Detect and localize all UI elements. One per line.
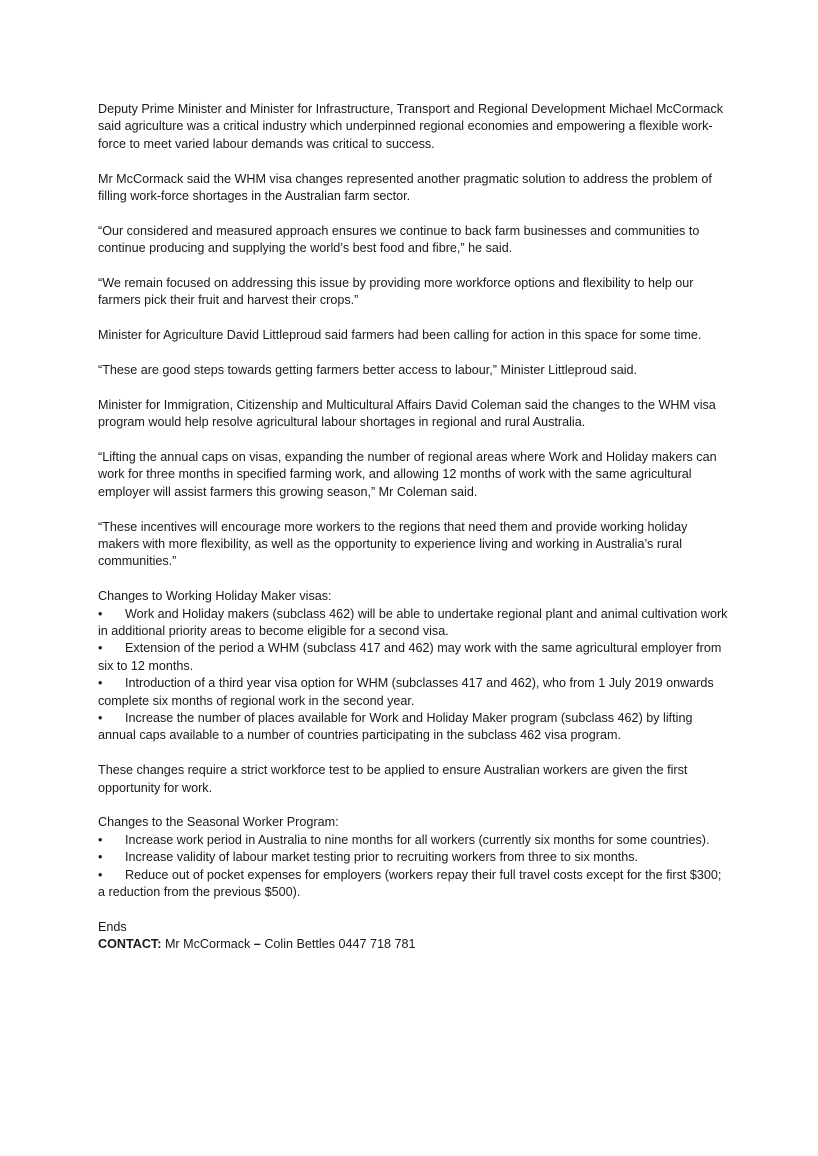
paragraph-coleman-quote-2: “These incentives will encourage more workers to the regions that need them and provide working holiday makers with more flexibility, as well as the opportunity to experience living and working in Australia’s rural communities.” (98, 519, 688, 569)
bullet-icon: • (98, 832, 103, 847)
list-item-text: Reduce out of pocket expenses for employers (workers repay their full travel costs except for the first $300; a reduction from the previous $500). (98, 867, 722, 900)
swp-changes-heading: Changes to the Seasonal Worker Program: (98, 815, 339, 830)
press-release-page (98, 101, 728, 954)
ends-marker: Ends (98, 919, 127, 934)
swp-changes-list (98, 832, 728, 902)
bullet-icon: • (98, 676, 103, 691)
whm-changes-heading: Changes to Working Holiday Maker visas: (98, 589, 332, 604)
bullet-icon: • (98, 850, 103, 865)
paragraph-mccormack-quote-2: “We remain focused on addressing this issue by providing more workforce options and flexibility to help our farmers pick their fruit and harvest their crops.” (98, 276, 694, 308)
bullet-icon: • (98, 641, 103, 656)
list-item (98, 867, 728, 902)
list-item (98, 832, 728, 849)
list-item-text: Increase validity of labour market testing prior to recruiting workers from three to six months. (125, 850, 639, 865)
list-item (98, 675, 728, 710)
paragraph-mccormack-whm: Mr McCormack said the WHM visa changes represented another pragmatic solution to address the problem of filling work-force shortages in the Australian farm sector. (98, 171, 712, 204)
list-item-text: Increase the number of places available for Work and Holiday Maker program (subclass 462) by lifting annual caps available to a number of countries participating in the subclass 462 visa program. (98, 711, 693, 743)
bullet-icon: • (98, 711, 103, 726)
paragraph-mccormack-intro: Deputy Prime Minister and Minister for Infrastructure, Transport and Regional Development Michael McCormack said agriculture was a critical industry which underpinned regional economies and empowering a flexible work-force to meet varied labour demands was critical to success. (98, 102, 724, 151)
contact-line (98, 936, 728, 953)
list-item (98, 640, 728, 675)
list-item-text: Work and Holiday makers (subclass 462) will be able to undertake regional plant and animal cultivation work in additional priority areas to become eligible for a second visa. (98, 606, 728, 639)
bullet-icon: • (98, 606, 103, 621)
list-item (98, 849, 728, 866)
list-item-text: Increase work period in Australia to nine months for all workers (currently six months for some countries). (125, 832, 710, 847)
paragraph-littleproud-quote: “These are good steps towards getting farmers better access to labour,” Minister Littleproud said. (98, 363, 637, 378)
list-item-text: Extension of the period a WHM (subclass 417 and 462) may work with the same agricultural employer from six to 12 months. (98, 641, 722, 673)
contact-separator: – (253, 937, 261, 952)
paragraph-coleman-quote-1: “Lifting the annual caps on visas, expanding the number of regional areas where Work and Holiday makers can work for three months in specified farming work, and allowing 12 months of work with the same agricultural employer will assist farmers this growing season,” Mr Coleman said. (98, 450, 717, 499)
paragraph-mccormack-quote-1: “Our considered and measured approach ensures we continue to back farm businesses and communities to continue producing and supplying the world’s best food and fibre,” he said. (98, 223, 700, 256)
paragraph-littleproud-intro: Minister for Agriculture David Littleproud said farmers had been calling for action in this space for some time. (98, 328, 702, 343)
list-item-text: Introduction of a third year visa option for WHM (subclasses 417 and 462), who from 1 July 2019 onwards complete six months of regional work in the second year. (98, 676, 714, 708)
whm-changes-list (98, 606, 728, 745)
bullet-icon: • (98, 867, 103, 882)
contact-details: Colin Bettles 0447 718 781 (264, 937, 416, 952)
paragraph-workforce-test: These changes require a strict workforce test to be applied to ensure Australian workers are given the first opportunity for work. (98, 763, 688, 795)
list-item (98, 606, 728, 641)
paragraph-coleman-intro: Minister for Immigration, Citizenship and Multicultural Affairs David Coleman said the changes to the WHM visa program would help resolve agricultural labour shortages in regional and rural Australia. (98, 397, 716, 430)
list-item (98, 710, 728, 745)
contact-person: Mr McCormack (164, 937, 251, 952)
contact-label: CONTACT: (98, 937, 162, 952)
